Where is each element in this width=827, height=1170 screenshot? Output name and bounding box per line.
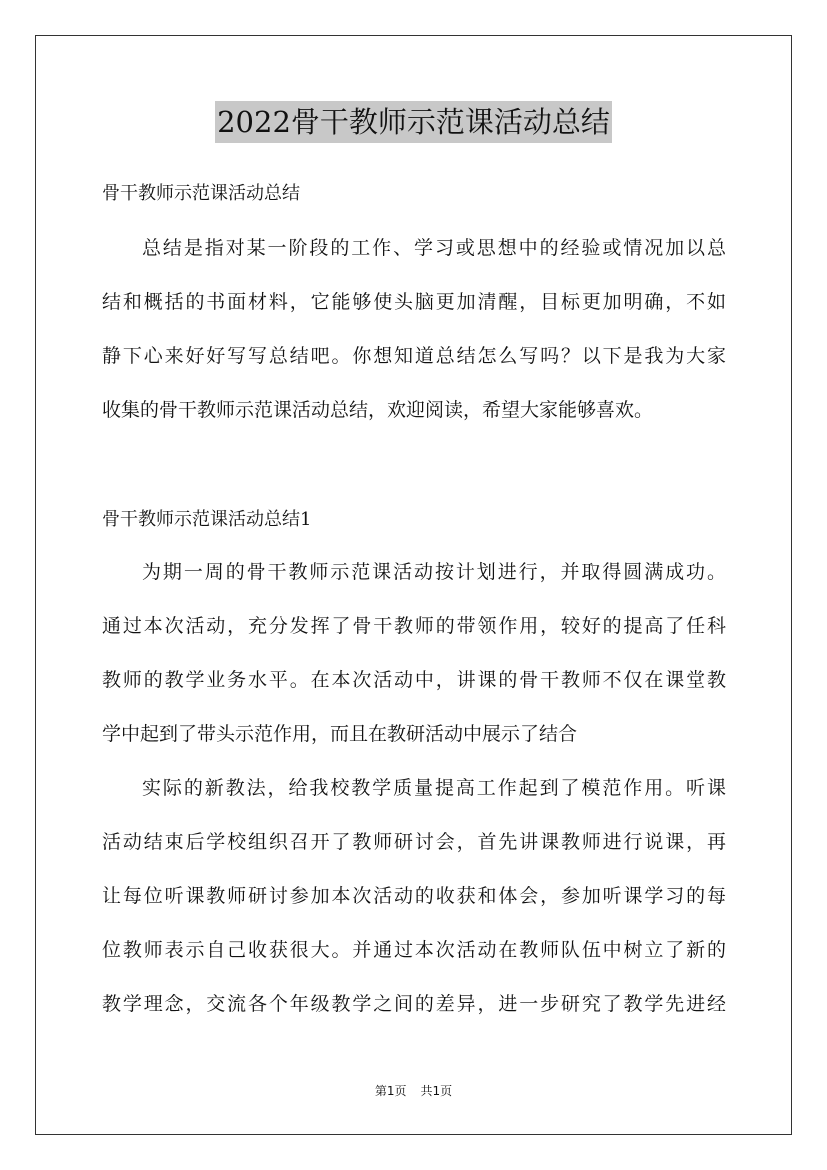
- paragraph-line: 学中起到了带头示范作用，而且在教研活动中展示了结合: [102, 723, 578, 745]
- paragraph-line: 位教师表示自己收获很大。并通过本次活动在教师队伍中树立了新的: [102, 939, 726, 961]
- paragraph-line: 静下心来好好写写总结吧。你想知道总结怎么写吗？以下是我为大家: [102, 345, 726, 367]
- paragraph-line: 教师的教学业务水平。在本次活动中，讲课的骨干教师不仅在课堂教: [102, 669, 726, 691]
- page-total: 共1页: [420, 1084, 453, 1098]
- document-title: 2022骨干教师示范课活动总结: [215, 101, 612, 143]
- page-number: 第1页: [374, 1084, 407, 1098]
- document-subtitle: 骨干教师示范课活动总结: [102, 183, 300, 204]
- paragraph-line: 教学理念，交流各个年级教学之间的差异，进一步研究了教学先进经: [102, 993, 726, 1015]
- paragraph-line: 结和概括的书面材料，它能够使头脑更加清醒，目标更加明确，不如: [102, 291, 726, 313]
- paragraph-line: 活动结束后学校组织召开了教师研讨会，首先讲课教师进行说课，再: [102, 831, 726, 853]
- paragraph-line: 让每位听课教师研讨参加本次活动的收获和体会，参加听课学习的每: [102, 885, 726, 907]
- intro-paragraph: [102, 221, 726, 437]
- section-heading: 骨干教师示范课活动总结1: [102, 509, 312, 530]
- paragraph-line: 为期一周的骨干教师示范课活动按计划进行，并取得圆满成功。: [142, 561, 726, 583]
- section-paragraph-1: [102, 545, 726, 761]
- paragraph-line: 实际的新教法，给我校教学质量提高工作起到了模范作用。听课: [142, 777, 726, 799]
- section-paragraph-2: [102, 761, 726, 1031]
- paragraph-line: 总结是指对某一阶段的工作、学习或思想中的经验或情况加以总: [142, 237, 726, 259]
- paragraph-line: 收集的骨干教师示范课活动总结，欢迎阅读，希望大家能够喜欢。: [102, 399, 654, 421]
- paragraph-line: 通过本次活动，充分发挥了骨干教师的带领作用，较好的提高了任科: [102, 615, 726, 637]
- title-container: [0, 101, 827, 143]
- page-footer: [0, 1083, 827, 1099]
